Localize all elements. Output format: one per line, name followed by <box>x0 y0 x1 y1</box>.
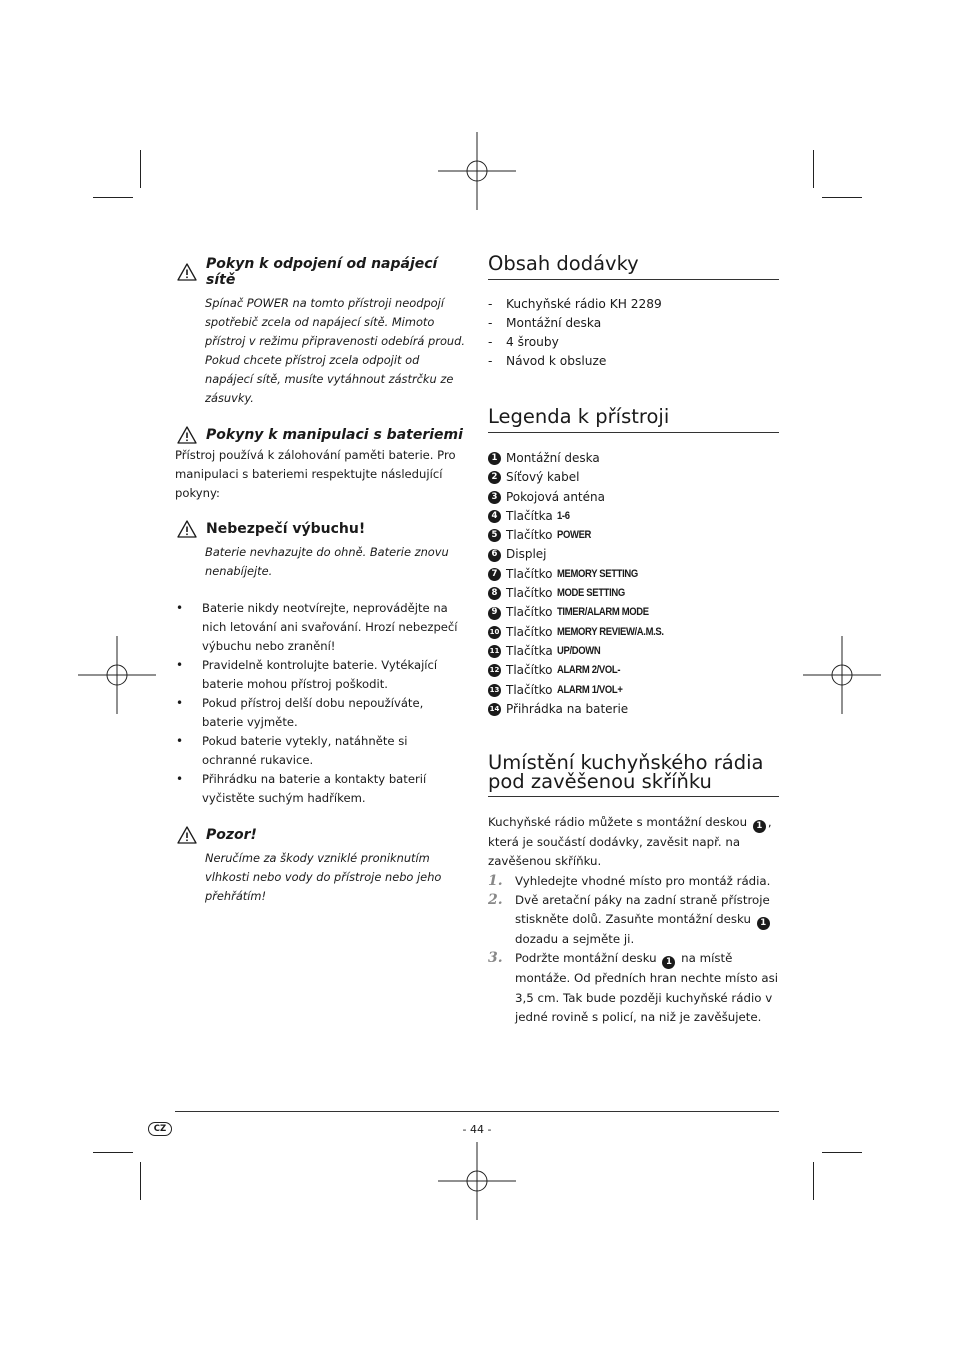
legend-section <box>488 407 779 719</box>
legend-list <box>488 449 779 719</box>
power-warning-section <box>175 256 465 408</box>
delivery-heading: Obsah dodávky <box>488 254 779 280</box>
legend-item: 2 Síťový kabel <box>488 468 779 487</box>
key-label: TIMER/ALARM MODE <box>556 606 649 619</box>
page-number: - 44 - <box>462 1123 492 1136</box>
legend-item: 4 Tlačítka 1-6 <box>488 507 779 526</box>
key-label: MEMORY REVIEW/A.M.S. <box>556 625 664 638</box>
key-label: MODE SETTING <box>556 587 625 600</box>
number-badge: 4 <box>488 510 501 523</box>
mounting-steps <box>488 872 779 1027</box>
legend-item: 3 Pokojová anténa <box>488 488 779 507</box>
left-column <box>175 256 465 906</box>
list-item: - 4 šrouby <box>488 333 779 352</box>
list-item: • Pokud baterie vytekly, natáhněte si ochranné rukavice. <box>175 732 465 770</box>
caution-text: Neručíme za škody vzniklé proniknutím vlhkosti nebo vody do přístroje nebo jeho přehřátím! <box>205 851 442 903</box>
registration-mark-bottom <box>438 1142 516 1220</box>
legend-item: 6 Displej <box>488 545 779 564</box>
caution-title: Pozor! <box>206 827 257 843</box>
step-number: 2. <box>488 891 503 908</box>
number-badge: 3 <box>488 491 501 504</box>
list-item: - Kuchyňské rádio KH 2289 <box>488 295 779 314</box>
key-label: 1-6 <box>556 509 570 522</box>
key-label: UP/DOWN <box>556 644 601 657</box>
warning-triangle-icon <box>177 263 197 281</box>
number-badge: 12 <box>488 664 501 677</box>
legend-item: 8 Tlačítko MODE SETTING <box>488 584 779 603</box>
number-badge: 1 <box>662 956 675 969</box>
number-badge: 10 <box>488 626 501 639</box>
number-badge: 5 <box>488 529 501 542</box>
number-badge: 1 <box>757 917 770 930</box>
key-label: ALARM 1/VOL+ <box>556 683 623 696</box>
step-item: 3. Podržte montážní desku 1 na místě montáže. Od předních hran nechte místo asi 3,5 cm. Tak bude později kuchyňské rádio v jedné rovině s policí, na niž je zavěšujete. <box>488 950 779 1024</box>
step-number: 1. <box>488 872 503 889</box>
number-badge: 1 <box>488 452 501 465</box>
explosion-warning-text: Baterie nevhazujte do ohně. Baterie znovu nenabíjejte. <box>205 545 449 578</box>
registration-mark-right <box>803 636 881 714</box>
legend-item: 7 Tlačítko MEMORY SETTING <box>488 565 779 584</box>
registration-mark-top <box>438 132 516 210</box>
list-item: - Návod k obsluze <box>488 352 779 371</box>
legend-item: 14 Přihrádka na baterie <box>489 701 629 716</box>
caution-section <box>175 826 465 906</box>
list-item: • Pokud přístroj delší dobu nepoužíváte, baterie vyjměte. <box>175 694 465 732</box>
mounting-section <box>488 753 779 1027</box>
battery-bullet-list <box>175 599 465 808</box>
step-item: 2. Dvě aretační páky na zadní straně přístroje stiskněte dolů. Zasuňte montážní desku 1 dozadu a sejměte ji. <box>488 891 770 947</box>
language-badge: CZ <box>148 1122 172 1136</box>
number-badge: 9 <box>488 607 501 620</box>
step-number: 3. <box>488 950 503 967</box>
battery-warning-title: Pokyny k manipulaci s bateriemi <box>206 427 463 443</box>
battery-warning-section <box>175 426 465 503</box>
mounting-heading: Umístění kuchyňského rádia pod zavěšenou skříňku <box>488 753 779 797</box>
explosion-warning-section <box>175 520 465 581</box>
key-label: ALARM 2/VOL- <box>556 664 620 677</box>
warning-triangle-icon <box>177 426 197 444</box>
key-label: POWER <box>556 529 591 542</box>
number-badge: 13 <box>488 684 501 697</box>
legend-item: 13 Tlačítko ALARM 1/VOL+ <box>488 681 779 700</box>
legend-item: 10 Tlačítko MEMORY REVIEW/A.M.S. <box>488 623 779 642</box>
number-badge: 8 <box>488 587 501 600</box>
explosion-warning-title: Nebezpečí výbuchu! <box>206 521 366 537</box>
warning-triangle-icon <box>177 520 197 538</box>
power-warning-text: Spínač POWER na tomto přístroji neodpojí spotřebič zcela od napájecí sítě. Mimoto přístroj v režimu připravenosti odebírá proud. Pokud chcete přístroj zcela odpojit od napájecí sítě, musíte vytáhnout zástrčku ze zásuvky. <box>205 296 465 405</box>
right-column <box>488 254 779 1027</box>
legend-item: 1 Montážní deska <box>488 449 779 468</box>
key-label: MEMORY SETTING <box>556 567 638 580</box>
number-badge: 11 <box>488 645 501 658</box>
power-warning-title: Pokyn k odpojení od napájecí sítě <box>206 256 438 288</box>
mounting-intro: Kuchyňské rádio můžete s montážní deskou 1 , která je součástí dodávky, zavěsit např. na zavěšenou skříňku. <box>488 815 772 869</box>
number-badge: 2 <box>488 471 501 484</box>
legend-heading: Legenda k přístroji <box>488 407 779 433</box>
legend-item: 11 Tlačítka UP/DOWN <box>488 642 779 661</box>
battery-warning-text: Přístroj používá k zálohování paměti baterie. Pro manipulaci s bateriemi respektujte následující pokyny: <box>175 448 456 500</box>
number-badge: 6 <box>488 549 501 562</box>
warning-triangle-icon <box>177 826 197 844</box>
number-badge: 14 <box>488 703 501 716</box>
list-item: • Přihrádku na baterie a kontakty baterií vyčistěte suchým hadříkem. <box>175 770 465 808</box>
number-badge: 1 <box>753 820 766 833</box>
number-badge: 7 <box>488 568 501 581</box>
step-item: 1. Vyhledejte vhodné místo pro montáž rádia. <box>488 872 779 891</box>
legend-item: 12 Tlačítko ALARM 2/VOL- <box>488 661 779 680</box>
delivery-section <box>488 254 779 371</box>
list-item: • Baterie nikdy neotvírejte, neprovádějte na nich letování ani svařování. Hrozí nebezpečí výbuchu nebo zranění! <box>175 599 465 656</box>
legend-item: 5 Tlačítko POWER <box>488 526 779 545</box>
list-item: - Montážní deska <box>488 314 779 333</box>
list-item: • Pravidelně kontrolujte baterie. Vytékající baterie mohou přístroj poškodit. <box>175 656 465 694</box>
legend-item: 9 Tlačítko TIMER/ALARM MODE <box>488 603 779 622</box>
registration-mark-left <box>78 636 156 714</box>
footer-divider <box>175 1111 779 1112</box>
delivery-list <box>488 295 779 371</box>
